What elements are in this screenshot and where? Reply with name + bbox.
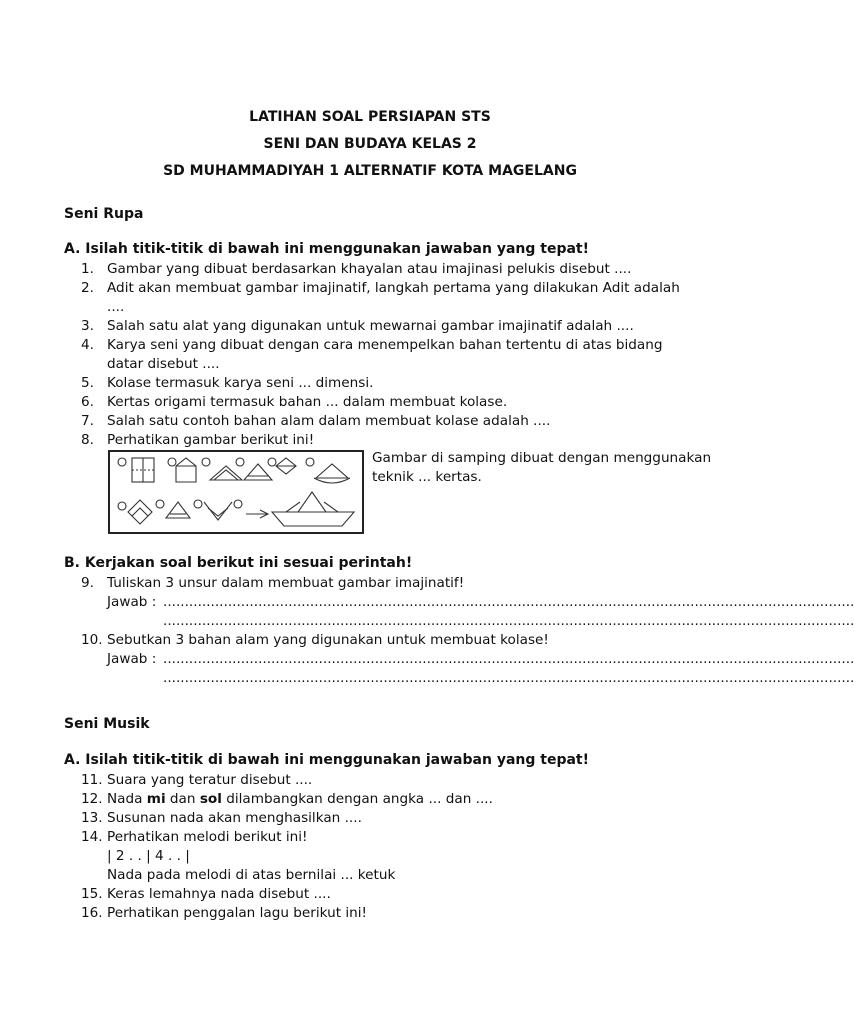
seni-musik-section-a: A. Isilah titik-titik di bawah ini menggunakan jawaban yang tepat! bbox=[64, 752, 589, 768]
question-text: Perhatikan penggalan lagu berikut ini! bbox=[107, 905, 367, 921]
question-number: 13. bbox=[81, 810, 103, 826]
answer-line-9a[interactable]: ................................................................................................................................................................ bbox=[163, 594, 854, 610]
question-text bbox=[107, 790, 713, 809]
question-text: Susunan nada akan menghasilkan .... bbox=[107, 810, 362, 826]
question-text-part: dan bbox=[165, 791, 200, 807]
question-text-part: dilambangkan dengan angka ... dan .... bbox=[221, 791, 493, 807]
question-text: Kolase termasuk karya seni ... dimensi. bbox=[107, 375, 374, 391]
question-number: 1. bbox=[81, 261, 94, 277]
question-number: 10. bbox=[81, 632, 103, 648]
question-number: 11. bbox=[81, 772, 103, 788]
answer-line-10a[interactable]: ................................................................................................................................................................ bbox=[163, 651, 854, 667]
question-number: 5. bbox=[81, 375, 94, 391]
seni-musik-title: Seni Musik bbox=[64, 716, 150, 732]
question-number: 16. bbox=[81, 905, 103, 921]
seni-rupa-title: Seni Rupa bbox=[64, 206, 144, 222]
header-line-1: LATIHAN SOAL PERSIAPAN STS bbox=[249, 109, 491, 125]
question-text: Salah satu alat yang digunakan untuk mewarnai gambar imajinatif adalah .... bbox=[107, 318, 634, 334]
question-text: Sebutkan 3 bahan alam yang digunakan untuk membuat kolase! bbox=[107, 632, 549, 648]
question-text: Adit akan membuat gambar imajinatif, langkah pertama yang dilakukan Adit adalah bbox=[107, 280, 680, 296]
answer-line-10b[interactable]: ................................................................................................................................................................ bbox=[163, 670, 854, 686]
origami-steps-illustration bbox=[110, 452, 362, 532]
question-text: Perhatikan gambar berikut ini! bbox=[107, 432, 315, 448]
question-number: 2. bbox=[81, 280, 94, 296]
question-text-continued: Nada pada melodi di atas bernilai ... ketuk bbox=[107, 867, 396, 883]
seni-rupa-section-a: A. Isilah titik-titik di bawah ini menggunakan jawaban yang tepat! bbox=[64, 241, 589, 257]
answer-label-9: Jawab : bbox=[107, 594, 157, 610]
answer-line-9b[interactable]: ................................................................................................................................................................ bbox=[163, 613, 854, 629]
header-line-2: SENI DAN BUDAYA KELAS 2 bbox=[263, 136, 477, 152]
melody-text: | 2 . . | 4 . . | bbox=[107, 848, 190, 864]
figure-caption: Gambar di samping dibuat dengan menggunakan teknik ... kertas. bbox=[372, 450, 712, 485]
question-text: Karya seni yang dibuat dengan cara menempelkan bahan tertentu di atas bidang bbox=[107, 337, 663, 353]
answer-label-10: Jawab : bbox=[107, 651, 157, 667]
question-number: 3. bbox=[81, 318, 94, 334]
question-text: Keras lemahnya nada disebut .... bbox=[107, 886, 331, 902]
question-number: 8. bbox=[81, 432, 94, 448]
header-line-3: SD MUHAMMADIYAH 1 ALTERNATIF KOTA MAGELANG bbox=[163, 163, 577, 179]
question-text: Tuliskan 3 unsur dalam membuat gambar imajinatif! bbox=[107, 575, 465, 591]
question-text: Suara yang teratur disebut .... bbox=[107, 772, 313, 788]
seni-rupa-section-b: B. Kerjakan soal berikut ini sesuai perintah! bbox=[64, 555, 413, 571]
question-text: Kertas origami termasuk bahan ... dalam membuat kolase. bbox=[107, 394, 508, 410]
question-number: 12. bbox=[81, 791, 103, 807]
note-mi: mi bbox=[146, 791, 166, 807]
question-text: Perhatikan melodi berikut ini! bbox=[107, 829, 308, 845]
question-text: Gambar yang dibuat berdasarkan khayalan atau imajinasi pelukis disebut .... bbox=[107, 261, 632, 277]
origami-boat-steps-figure bbox=[108, 450, 364, 534]
question-number: 6. bbox=[81, 394, 94, 410]
question-text-continued: datar disebut .... bbox=[107, 356, 220, 372]
question-text-part: Nada bbox=[107, 791, 147, 807]
question-number: 9. bbox=[81, 575, 94, 591]
question-number: 14. bbox=[81, 829, 103, 845]
question-number: 7. bbox=[81, 413, 94, 429]
question-text: Salah satu contoh bahan alam dalam membuat kolase adalah .... bbox=[107, 413, 551, 429]
question-number: 15. bbox=[81, 886, 103, 902]
note-sol: sol bbox=[199, 791, 222, 807]
question-number: 4. bbox=[81, 337, 94, 353]
question-text-continued: .... bbox=[107, 299, 125, 315]
